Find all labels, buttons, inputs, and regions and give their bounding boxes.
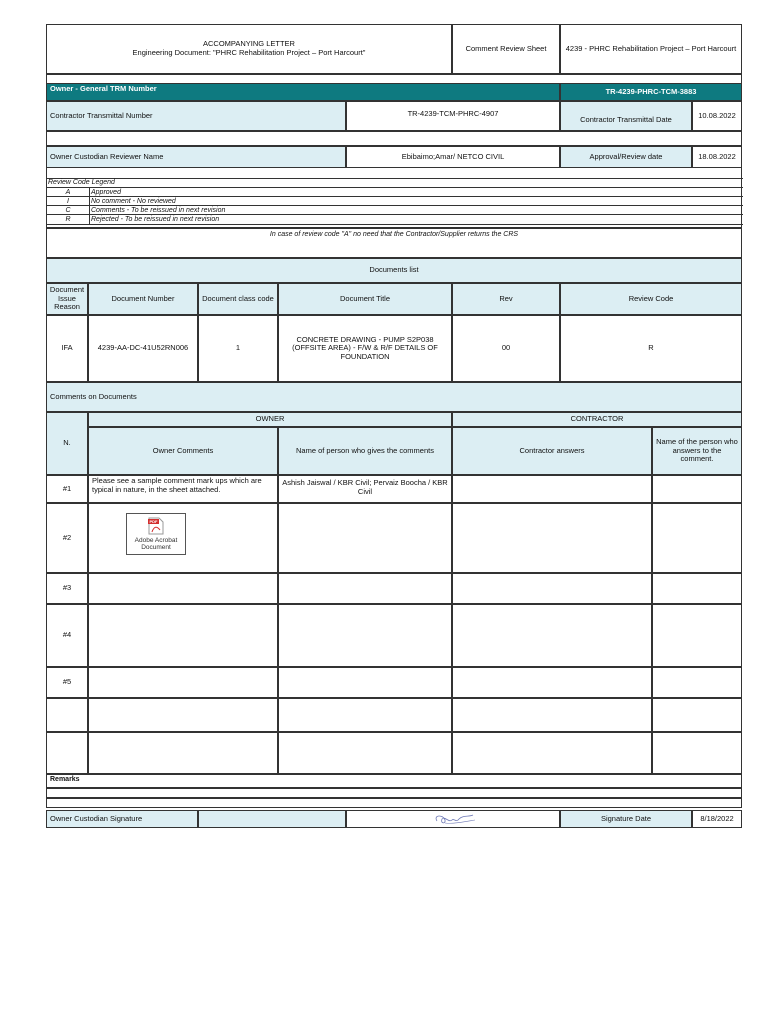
comment-number: #5 (46, 667, 88, 698)
comment-number (46, 732, 88, 774)
contractor-answer (452, 667, 652, 698)
spacer (46, 131, 742, 146)
comment-number: #1 (46, 475, 88, 503)
comment-number: #4 (46, 604, 88, 667)
signature-field (346, 810, 560, 828)
doc-rev: 00 (452, 315, 560, 382)
doc-class-code: 1 (198, 315, 278, 382)
col-owner-person: Name of person who gives the comments (278, 427, 452, 475)
spacer (46, 74, 742, 83)
contractor-answer (452, 475, 652, 503)
reviewer-name-label: Owner Custodian Reviewer Name (46, 146, 346, 168)
col-class-code: Document class code (198, 283, 278, 315)
review-date-value: 18.08.2022 (692, 146, 742, 168)
contractor-transmittal-value: TR-4239-TCM-PHRC-4907 (346, 101, 560, 131)
legend-text: No comment - No reviewed (91, 198, 176, 205)
owner-comment (88, 698, 278, 732)
legend-title: Review Code Legend (48, 179, 115, 186)
remarks-label: Remarks (46, 774, 742, 788)
pdf-attachment-label: Adobe Acrobat Document (134, 536, 178, 551)
header-title-line2: Engineering Document: "PHRC Rehabilitation Project – Port Harcourt" (132, 48, 366, 57)
owner-comment (88, 667, 278, 698)
project-name: 4239 - PHRC Rehabilitation Project – Port Harcourt (560, 24, 742, 74)
contractor-person (652, 604, 742, 667)
owner-comment (88, 573, 278, 604)
col-document-title: Document Title (278, 283, 452, 315)
comment-number: #3 (46, 573, 88, 604)
contractor-person (652, 732, 742, 774)
contractor-group-header: CONTRACTOR (452, 412, 742, 427)
owner-person (278, 573, 452, 604)
contractor-answer (452, 732, 652, 774)
contractor-date-label: Contractor Transmittal Date (560, 101, 692, 131)
crs-label: Comment Review Sheet (452, 24, 560, 74)
contractor-transmittal-label: Contractor Transmittal Number (46, 101, 346, 131)
contractor-person (652, 667, 742, 698)
contractor-person (652, 573, 742, 604)
pdf-badge: PDF (149, 518, 158, 524)
contractor-person (652, 698, 742, 732)
spacer (46, 798, 742, 808)
contractor-answer (452, 604, 652, 667)
header-title (46, 24, 452, 74)
col-contractor-person: Name of the person who answers to the comment. (652, 427, 742, 475)
owner-person (278, 604, 452, 667)
legend-code: I (47, 197, 90, 206)
review-code-legend (46, 168, 742, 228)
comments-section-title: Comments on Documents (46, 382, 742, 412)
handwritten-signature (423, 811, 483, 827)
contractor-person (652, 475, 742, 503)
col-review-code: Review Code (560, 283, 742, 315)
doc-issue-reason: IFA (46, 315, 88, 382)
legend-code: C (47, 206, 90, 215)
col-rev: Rev (452, 283, 560, 315)
col-n: N. (46, 412, 88, 475)
owner-trm-label: Owner - General TRM Number (46, 83, 560, 101)
doc-review-code: R (560, 315, 742, 382)
owner-comment (88, 732, 278, 774)
owner-group-header: OWNER (88, 412, 452, 427)
col-document-number: Document Number (88, 283, 198, 315)
signature-date-value: 8/18/2022 (692, 810, 742, 828)
review-date-label: Approval/Review date (560, 146, 692, 168)
contractor-answer (452, 698, 652, 732)
legend-code: A (47, 188, 90, 197)
owner-person (278, 503, 452, 573)
owner-person (278, 667, 452, 698)
owner-comment (88, 604, 278, 667)
owner-person (278, 732, 452, 774)
col-contractor-answers: Contractor answers (452, 427, 652, 475)
contractor-answer (452, 573, 652, 604)
legend-note: In case of review code "A" no need that the Contractor/Supplier returns the CRS (46, 228, 742, 258)
owner-trm-value: TR-4239-PHRC-TCM-3883 (560, 83, 742, 101)
pdf-file-icon (148, 517, 164, 535)
comment-number: #2 (46, 503, 88, 573)
legend-text: Approved (91, 189, 121, 196)
doc-title: CONCRETE DRAWING - PUMP S2P038 (OFFSITE AREA) - F/W & R/F DETAILS OF FOUNDATION (278, 315, 452, 382)
owner-comment: Please see a sample comment mark ups which are typical in nature, in the sheet attached. (88, 475, 278, 503)
col-owner-comments: Owner Comments (88, 427, 278, 475)
legend-text: Comments - To be reissued in next revision (91, 207, 226, 214)
header-title-line1: ACCOMPANYING LETTER (203, 39, 295, 49)
signature-date-label: Signature Date (560, 810, 692, 828)
signature-label: Owner Custodian Signature (46, 810, 198, 828)
owner-person (278, 698, 452, 732)
legend-text: Rejected - To be reissued in next revision (91, 216, 220, 223)
contractor-date-value: 10.08.2022 (692, 101, 742, 131)
doc-number: 4239-AA-DC-41U52RN006 (88, 315, 198, 382)
owner-person: Ashish Jaiswal / KBR Civil; Pervaiz Boocha / KBR Civil (278, 475, 452, 503)
col-issue-reason: Document Issue Reason (46, 283, 88, 315)
pdf-attachment[interactable] (126, 513, 186, 555)
signature-blank (198, 810, 346, 828)
documents-list-title: Documents list (46, 258, 742, 283)
comment-number (46, 698, 88, 732)
remarks-field[interactable] (46, 788, 742, 798)
reviewer-name-value: Ebibaimo;Amar/ NETCO CIVIL (346, 146, 560, 168)
legend-code: R (47, 215, 90, 224)
contractor-answer (452, 503, 652, 573)
contractor-person (652, 503, 742, 573)
legend-row (47, 214, 743, 225)
